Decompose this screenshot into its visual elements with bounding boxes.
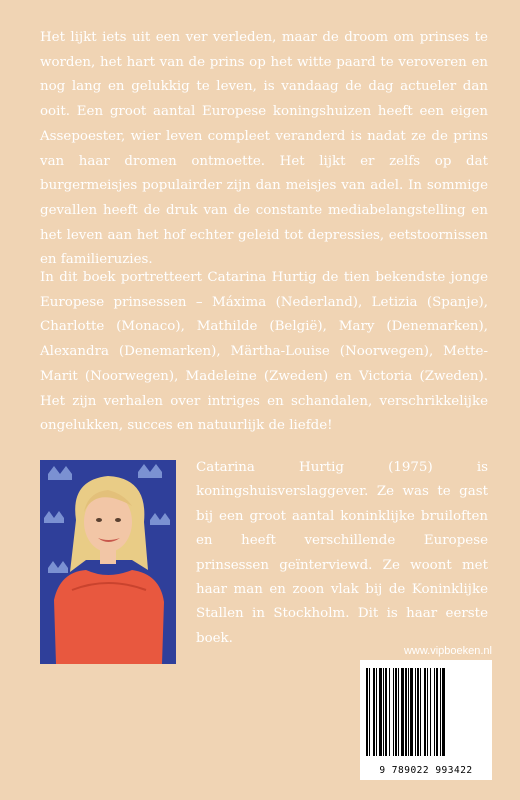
publisher-url: www.vipboeken.nl [403,645,492,657]
blurb-paragraph-1: Het lijkt iets uit een ver verleden, maar de droom om prinses te worden, het hart van de prins op het witte paard te veroveren en nog lang en gelukkig te leven, is vandaag de dag actueler dan ooit. Een groot aantal Europese koningshuizen heeft een eigen Assepoester, wier leven compleet veranderd is nadat ze de prins van haar dromen ontmoette. Het lijkt er zelfs op dat burgermeisjes populairder zijn dan meisjes van adel. In sommige gevallen heeft de druk van de constante mediabelangstelling en het leven aan het hof echter geleid tot depressies, eetstoornissen en familieruzies. [40,30,488,268]
barcode-digits: 9 789022 993422 [379,765,473,776]
isbn-barcode [360,660,492,780]
blurb-paragraph-2: In dit boek portretteert Catarina Hurtig de tien bekendste jonge Europese prinsessen – Máxima (Nederland), Letizia (Spanje), Charlotte (Monaco), Mathilde (België), Mary (Denemarken), Alexandra (Denemarken), Märtha-Louise (Noorwegen), Mette-Marit (Noorwegen), Madeleine (Zweden) en Victoria (Zweden). Het zijn verhalen over intriges en schandalen, verschrikkelijke ongelukken, succes en natuurlijk de liefde! [40,270,488,434]
author-photo [40,460,176,664]
author-bio: Catarina Hurtig (1975) is koningshuisverslaggever. Ze was te gast bij een groot aantal koninklijke bruiloften en heeft verschillende Europese prinsessen geïnterviewd. Ze woont met haar man en zoon vlak bij de Koninklijke Stallen in Stockholm. Dit is haar eerste boek. [196,460,488,646]
barcode-bars [360,660,492,764]
